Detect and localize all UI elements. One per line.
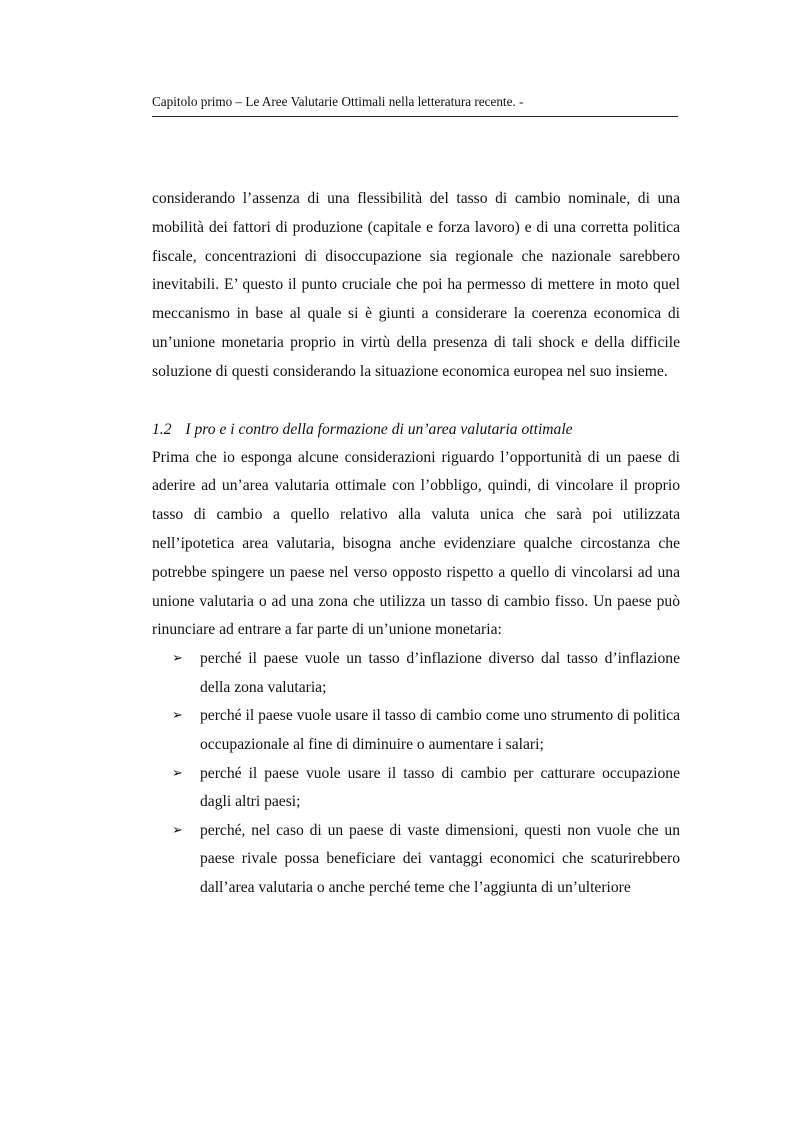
section-number: 1.2 xyxy=(152,420,172,438)
arrow-bullet-icon: ➢ xyxy=(172,708,183,724)
list-item-text: perché il paese vuole un tasso d’inflazione diverso dal tasso d’inflazione della zona valutaria; xyxy=(200,650,680,696)
running-header xyxy=(152,93,678,117)
arrow-bullet-icon: ➢ xyxy=(172,651,183,667)
list-item xyxy=(172,817,680,903)
list-item xyxy=(172,760,680,817)
arrow-bullet-icon: ➢ xyxy=(172,822,183,838)
section-title: I pro e i contro della formazione di un’area valutaria ottimale xyxy=(185,420,573,438)
paragraph-intro: Prima che io esponga alcune considerazioni riguardo l’opportunità di un paese di aderire ad un’area valutaria ottimale con l’obbligo, quindi, di vincolare il proprio tasso di cambio a quello relativo alla valuta unica che sarà poi utilizzata nell’ipotetica area valutaria, bisogna anche evidenziare qualche circostanza che potrebbe spingere un paese nel verso opposto rispetto a quello di vincolarsi ad una unione valutaria o ad una zona che utilizza un tasso di cambio fisso. Un paese può rinunciare ad entrare a far parte di un’unione monetaria: xyxy=(152,448,680,639)
running-header-title: Capitolo primo – Le Aree Valutarie Ottimali nella letteratura recente. - xyxy=(152,94,524,109)
arrow-bullet-icon: ➢ xyxy=(172,765,183,781)
list-item xyxy=(172,702,680,759)
section-heading xyxy=(152,416,680,444)
list-item xyxy=(172,645,680,702)
list-item-text: perché, nel caso di un paese di vaste dimensioni, questi non vuole che un paese rivale possa beneficiare dei vantaggi economici che scaturirebbero dall’area valutaria o anche perché teme che l’aggiunta di un’ulteriore xyxy=(200,821,680,896)
paragraph-continuation: considerando l’assenza di una flessibilità del tasso di cambio nominale, di una mobilità dei fattori di produzione (capitale e forza lavoro) e di una corretta politica fiscale, concentrazioni di disoccupazione sia regionale che nazionale sarebbero inevitabili. E’ questo il punto cruciale che poi ha permesso di mettere in moto quel meccanismo in base al quale si è giunti a considerare la coerenza economica di un’unione monetaria proprio in virtù della presenza di tali shock e della difficile soluzione di questi considerando la situazione economica europea nel suo insieme. xyxy=(152,190,680,380)
list-item-text: perché il paese vuole usare il tasso di cambio per catturare occupazione dagli altri paesi; xyxy=(200,764,680,811)
bullet-list xyxy=(152,645,680,902)
list-item-text: perché il paese vuole usare il tasso di cambio come uno strumento di politica occupazionale al fine di diminuire o aumentare i salari; xyxy=(200,707,680,753)
body-text xyxy=(152,185,680,903)
